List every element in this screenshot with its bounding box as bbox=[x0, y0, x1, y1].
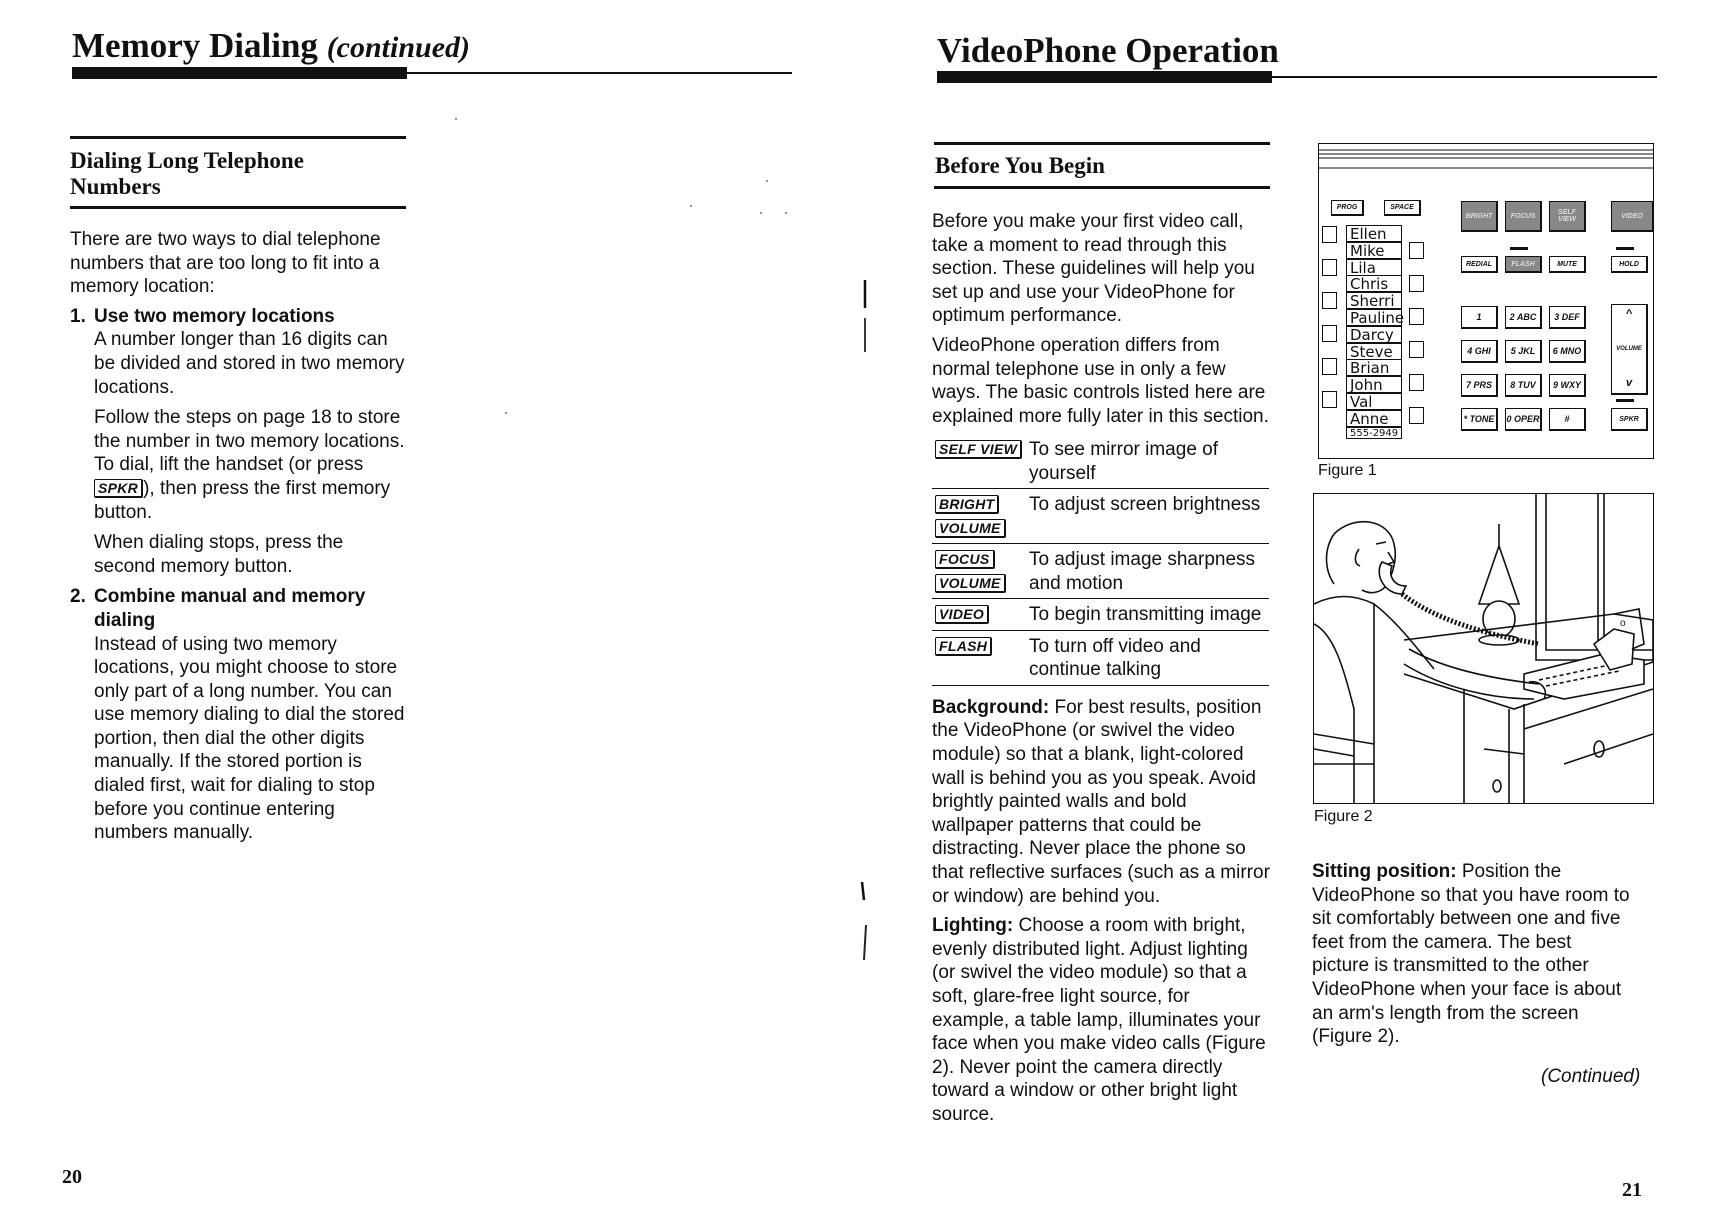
text-span: Follow the steps on page 18 to store the number in two memory locations. To dial, lift the handset (or press bbox=[94, 407, 405, 476]
keypad-key: 7 PRS bbox=[1461, 374, 1498, 397]
memory-button bbox=[1409, 374, 1424, 391]
redial-key: REDIAL bbox=[1461, 256, 1498, 273]
list-number: 2. bbox=[70, 586, 86, 608]
control-keys bbox=[932, 630, 1029, 685]
list-number: 1. bbox=[70, 305, 86, 327]
memory-name: Brian bbox=[1346, 359, 1402, 376]
memory-button bbox=[1322, 292, 1337, 309]
section-rule-top bbox=[70, 136, 406, 139]
mute-key: MUTE bbox=[1549, 256, 1586, 273]
volume-key bbox=[1611, 304, 1648, 395]
control-row bbox=[932, 599, 1269, 631]
memory-button bbox=[1322, 391, 1337, 408]
intro-paragraph: VideoPhone operation differs from normal telephone use in only a few ways. The basic controls listed here are explained more fully later in this section. bbox=[932, 334, 1269, 427]
memory-name: Darcy bbox=[1346, 326, 1402, 343]
space-key: SPACE bbox=[1384, 200, 1421, 216]
keypad-key: 8 TUV bbox=[1505, 374, 1542, 397]
header-rule-thin bbox=[937, 76, 1657, 78]
memory-name: Steve bbox=[1346, 343, 1402, 360]
control-description: To adjust image sharpness and motion bbox=[1029, 549, 1256, 594]
memory-name: Anne bbox=[1346, 410, 1402, 427]
control-keys bbox=[932, 489, 1029, 544]
prog-key: PROG bbox=[1331, 200, 1364, 216]
control-row bbox=[932, 630, 1269, 685]
list-paragraph bbox=[94, 406, 406, 524]
number-strip: 555-2949 bbox=[1346, 427, 1402, 439]
control-key: VIDEO bbox=[935, 605, 989, 624]
memory-name: Pauline bbox=[1346, 309, 1402, 326]
keypad-key: 5 JKL bbox=[1505, 340, 1542, 363]
memory-button bbox=[1409, 242, 1424, 259]
list-item bbox=[70, 585, 406, 845]
memory-button bbox=[1322, 358, 1337, 375]
keypad-key: 9 WXY bbox=[1549, 374, 1586, 397]
page-number-right: 21 bbox=[1622, 1179, 1642, 1201]
control-key: VOLUME bbox=[935, 574, 1006, 593]
hold-key: HOLD bbox=[1611, 256, 1648, 273]
intro-paragraph: There are two ways to dial telephone numbers that are too long to fit into a memory location: bbox=[70, 229, 381, 298]
control-description: To see mirror image of yourself bbox=[1029, 439, 1219, 484]
left-page-header bbox=[72, 26, 470, 68]
keypad-key: 1 bbox=[1461, 306, 1498, 329]
memory-button bbox=[1322, 226, 1337, 243]
background-text: For best results, position the VideoPhone (or swivel the video module) so that a blank, light-colored wall is behind you as you speak. Avoid brightly painted walls and bold wallpaper patterns that could be distracting. Never place the phone so that reflective surfaces (such as a mirror or window) are behind you. bbox=[932, 696, 1270, 907]
keypad-key: # bbox=[1549, 408, 1586, 431]
keypad-key: 4 GHI bbox=[1461, 340, 1498, 363]
control-description: To turn off video and continue talking bbox=[1029, 635, 1201, 681]
list-paragraph: Instead of using two memory locations, you might choose to store only part of a long number. You can use memory dialing to dial the stored portion, then dial the other digits manually. If the stored portion is dialed first, wait for dialing to stop before you continue entering numbers manually. bbox=[94, 633, 405, 844]
memory-button bbox=[1409, 308, 1424, 325]
section-title: Before You Begin bbox=[935, 153, 1105, 178]
control-row bbox=[932, 489, 1269, 544]
volume-label: VOLUME bbox=[1616, 346, 1642, 352]
memory-name: Mike bbox=[1346, 242, 1402, 259]
list-title: Combine manual and memory dialing bbox=[94, 586, 366, 631]
list-paragraph: A number longer than 16 digits can be divided and stored in two memory locations. bbox=[94, 329, 405, 398]
man-on-videophone-drawing bbox=[1314, 494, 1653, 803]
key-indicator bbox=[1510, 247, 1528, 250]
spkr-key: SPKR bbox=[94, 479, 143, 498]
memory-name: Chris bbox=[1346, 275, 1402, 292]
list-paragraph: When dialing stops, press the second memory button. bbox=[94, 532, 344, 577]
control-key: SELF VIEW bbox=[935, 440, 1022, 459]
list-item bbox=[70, 305, 406, 579]
memory-name: John bbox=[1346, 376, 1402, 393]
key-indicator bbox=[1616, 399, 1634, 402]
control-key: FLASH bbox=[935, 637, 992, 656]
gutter-marks bbox=[850, 260, 870, 960]
keypad-key: 3 DEF bbox=[1549, 306, 1586, 329]
lighting-text: Choose a room with bright, evenly distributed light. Adjust lighting (or swivel the video module) so that a soft, glare-free light source, for example, a table lamp, illuminates your face when you make video calls (Figure 2). Never point the camera directly toward a window or other bright light source. bbox=[932, 915, 1266, 1125]
keypad-key: 2 ABC bbox=[1505, 306, 1542, 329]
lighting-paragraph bbox=[932, 914, 1272, 1126]
sitting-text: Position the VideoPhone so that you have room to sit comfortably between one and five feet from the camera. The best picture is transmitted to the other VideoPhone when your face is about an arm's length from the screen (Figure 2). bbox=[1312, 861, 1630, 1048]
control-row bbox=[932, 544, 1269, 599]
control-description: To adjust screen brightness bbox=[1029, 494, 1261, 516]
figure-2-illustration bbox=[1313, 493, 1654, 804]
key-indicator bbox=[1616, 247, 1634, 250]
sitting-paragraph bbox=[1312, 860, 1632, 1049]
section-rule-top bbox=[934, 142, 1270, 145]
memory-button bbox=[1409, 341, 1424, 358]
memory-button bbox=[1322, 259, 1337, 276]
figure-2-caption: Figure 2 bbox=[1314, 808, 1373, 825]
right-page-header: VideoPhone Operation bbox=[937, 31, 1279, 70]
controls-table bbox=[932, 434, 1269, 686]
control-key: VOLUME bbox=[935, 519, 1006, 538]
right-body bbox=[932, 210, 1272, 1133]
background-label: Background: bbox=[932, 696, 1050, 718]
svg-text:o: o bbox=[1620, 618, 1626, 629]
control-keys bbox=[932, 599, 1029, 631]
control-key: BRIGHT bbox=[935, 495, 999, 514]
section-rule-bottom bbox=[70, 206, 406, 209]
control-description: To begin transmitting image bbox=[1029, 604, 1262, 626]
header-continued: (continued) bbox=[326, 31, 471, 64]
focus-key: FOCUS bbox=[1505, 201, 1542, 232]
control-row bbox=[932, 434, 1269, 489]
self-view-key: SELF VIEW bbox=[1549, 201, 1586, 232]
memory-button bbox=[1409, 407, 1424, 424]
list-title: Use two memory locations bbox=[94, 305, 335, 327]
header-rule-thin bbox=[72, 72, 792, 74]
memory-name: Val bbox=[1346, 393, 1402, 410]
memory-name: Sherri bbox=[1346, 292, 1402, 309]
continued-label: (Continued) bbox=[1541, 1066, 1641, 1087]
memory-button bbox=[1322, 325, 1337, 342]
left-body bbox=[70, 228, 406, 852]
sitting-label: Sitting position: bbox=[1312, 861, 1457, 882]
video-key: VIDEO bbox=[1611, 201, 1654, 232]
page-number-left: 20 bbox=[62, 1166, 82, 1188]
memory-button bbox=[1409, 275, 1424, 292]
header-title: Memory Dialing bbox=[72, 26, 318, 65]
flash-key: FLASH bbox=[1505, 256, 1542, 273]
bright-key: BRIGHT bbox=[1461, 201, 1498, 232]
memory-name: Ellen bbox=[1346, 225, 1402, 242]
phone-top-lines bbox=[1319, 144, 1653, 174]
volume-up-icon: ^ bbox=[1625, 308, 1633, 320]
figure-1-caption: Figure 1 bbox=[1318, 462, 1377, 479]
text-span: ), then press the first memory button. bbox=[94, 477, 391, 523]
control-keys bbox=[932, 434, 1029, 489]
control-keys bbox=[932, 544, 1029, 599]
lighting-label: Lighting: bbox=[932, 915, 1014, 937]
spkr-key: SPKR bbox=[1611, 408, 1648, 431]
volume-down-icon: v bbox=[1625, 377, 1633, 389]
keypad-key: 0 OPER bbox=[1505, 408, 1542, 431]
keypad-key: * TONE bbox=[1461, 408, 1498, 431]
background-paragraph bbox=[932, 696, 1272, 908]
section-rule-bottom bbox=[934, 186, 1270, 189]
memory-name: Lila bbox=[1346, 259, 1402, 276]
intro-paragraph: Before you make your first video call, take a moment to read through this section. These guidelines will help you set up and use your VideoPhone for optimum performance. bbox=[932, 211, 1255, 327]
section-title: Dialing Long Telephone Numbers bbox=[70, 148, 304, 199]
control-key: FOCUS bbox=[935, 550, 995, 569]
keypad-key: 6 MNO bbox=[1549, 340, 1586, 363]
